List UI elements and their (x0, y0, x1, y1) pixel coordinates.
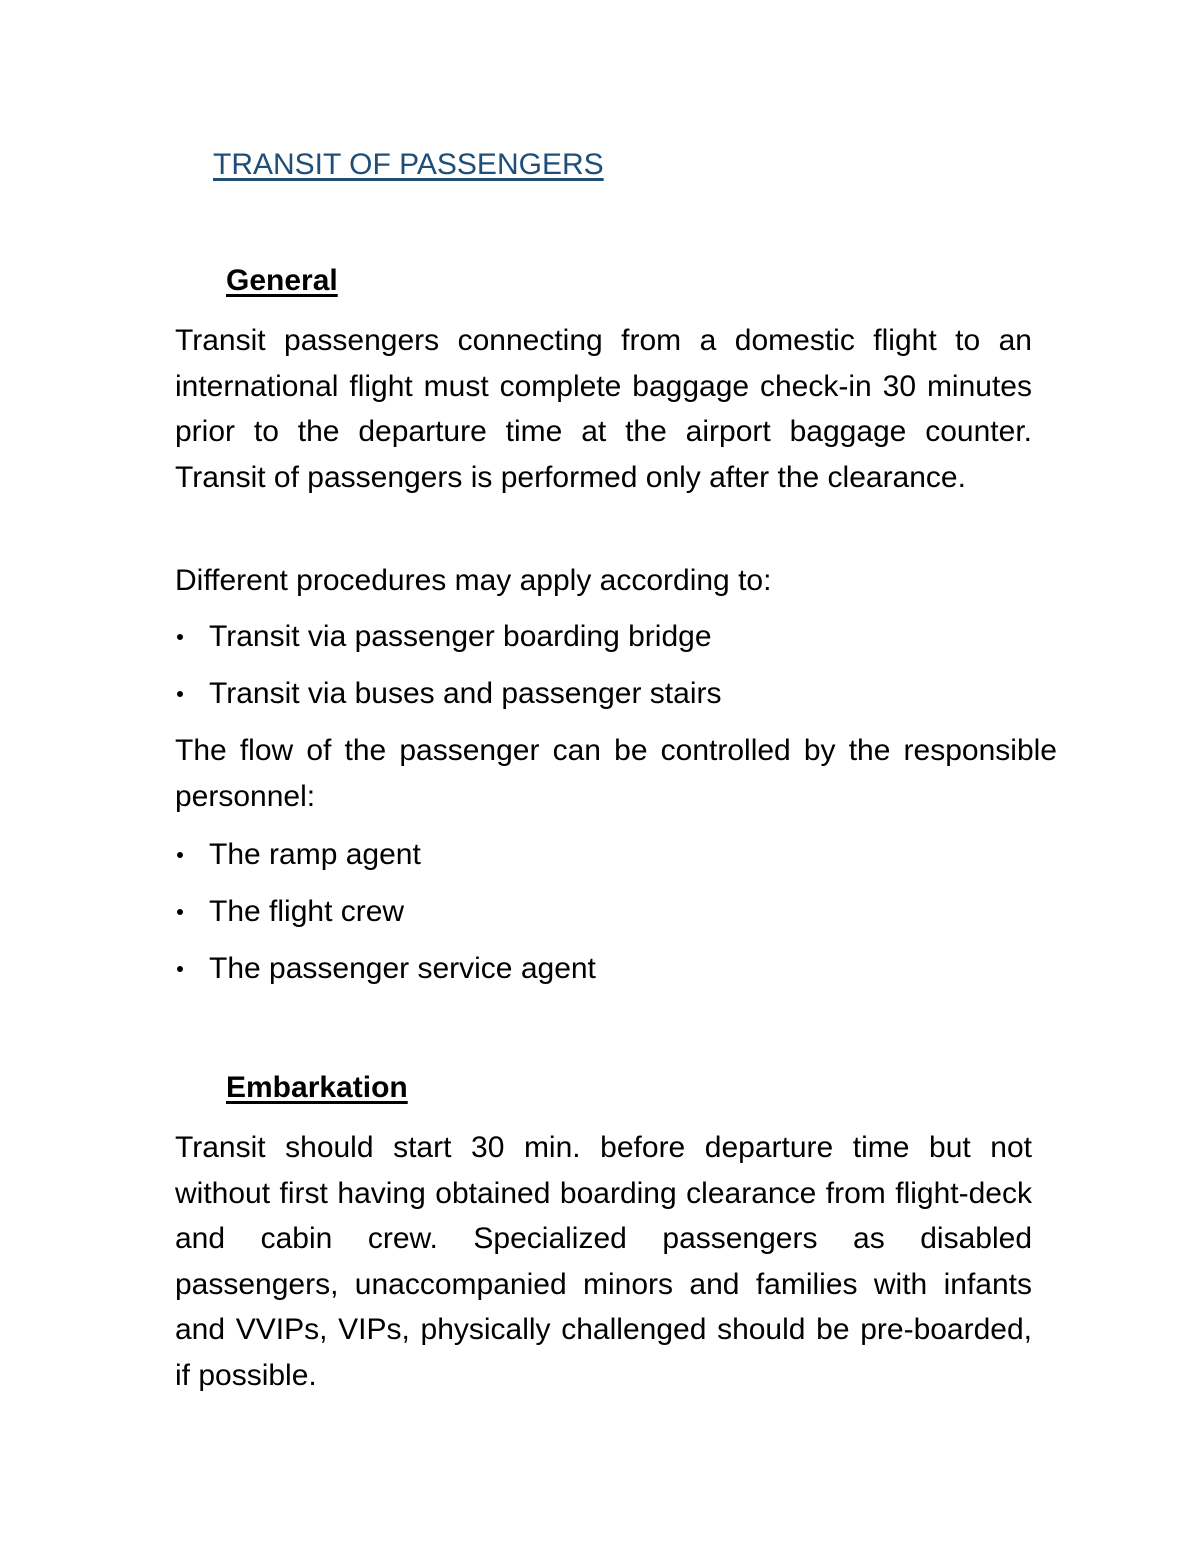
bullet-icon (177, 691, 183, 697)
section-heading-general: General (226, 264, 338, 297)
list-item-text: The ramp agent (209, 838, 421, 871)
list-item (175, 614, 721, 671)
list-item (175, 671, 721, 728)
list-item (175, 832, 596, 889)
bullet-icon (177, 852, 183, 858)
document-title: TRANSIT OF PASSENGERS (213, 148, 604, 181)
bullet-icon (177, 634, 183, 640)
list-item-text: Transit via passenger boarding bridge (209, 620, 712, 653)
bullet-icon (177, 909, 183, 915)
procedures-intro: Different procedures may apply according to: (175, 564, 772, 597)
list-item (175, 889, 596, 946)
section-heading-embarkation: Embarkation (226, 1071, 408, 1104)
personnel-list (175, 832, 596, 1003)
flow-intro: The flow of the passenger can be controlled by the responsible personnel: (175, 734, 1057, 813)
procedures-list (175, 614, 721, 728)
general-paragraph: Transit passengers connecting from a domestic flight to an international flight must complete baggage check-in 30 minutes prior to the departure time at the airport baggage counter. Transit of passengers is performed only after the clearance. (175, 324, 1032, 494)
list-item-text: The passenger service agent (209, 952, 596, 985)
embarkation-paragraph: Transit should start 30 min. before departure time but not without first having obtained boarding clearance from flight-deck and cabin crew. Specialized passengers as disabled passengers, unaccompanied minors and families with infants and VVIPs, VIPs, physically challenged should be pre-boarded, if possible. (175, 1131, 1032, 1392)
list-item-text: The flight crew (209, 895, 405, 928)
list-item-text: Transit via buses and passenger stairs (209, 677, 722, 710)
list-item (175, 946, 596, 1003)
bullet-icon (177, 966, 183, 972)
